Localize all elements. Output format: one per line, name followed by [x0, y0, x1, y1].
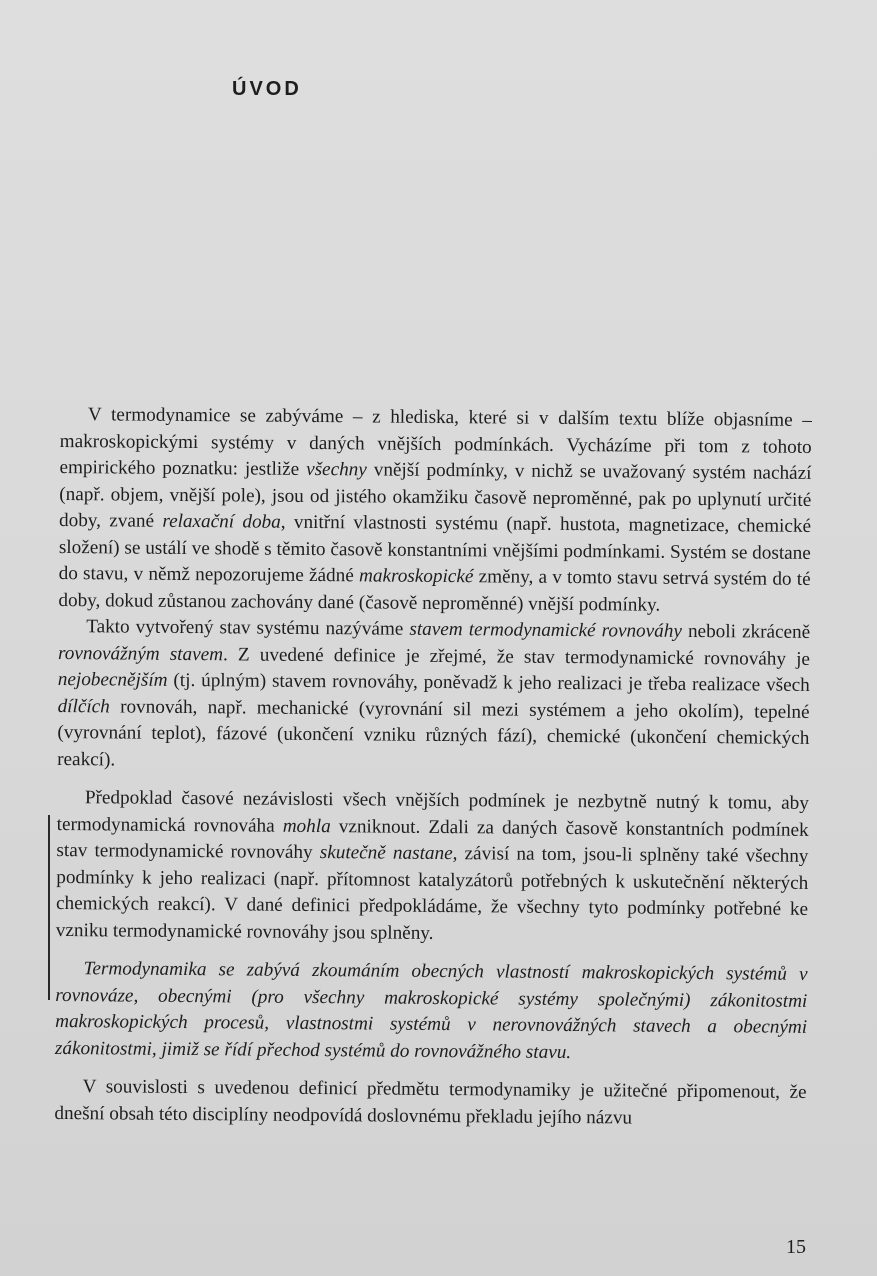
paragraph-text: změny, a v tomto stavu setrvá systém do té doby, dokud zůstanou zachovány dané (časově neproměnné) vnější podmínky.	[58, 566, 811, 616]
paragraph-text: Předpoklad časové nezávislosti všech vnějších podmínek je nezbytně nutný k tomu, aby termodynamická rovnováha	[56, 787, 809, 837]
emphasis-text: stavem termodynamické rovnováhy	[409, 618, 683, 642]
chapter-heading: ÚVOD	[232, 78, 302, 100]
emphasis-text: makroskopické	[358, 565, 474, 588]
paragraph-text: Termodynamika se zabývá zkoumáním obecných vlastností makroskopických systémů v rovnováze, obecnými (pro všechny makroskopické systémy společnými) zákonitostmi makroskopických procesů, vlastnostmi systémů v nerovnovážných stavech a obecnými zákonitostmi, jimiž se řídí přechod systémů do rovnovážného stavu.	[54, 958, 808, 1063]
paragraph	[56, 785, 809, 950]
emphasis-text: nejobecnějším	[57, 668, 168, 691]
paragraph	[55, 956, 808, 1068]
paragraph-text: V termodynamice se zabýváme – z hlediska, které si v dalším textu blíže objasníme – makroskopickými systémy v daných vnějších podmínkách. Vycházíme při tom z tohoto empirického poznatku: jestliže	[59, 404, 812, 480]
paragraph-text: (tj. úplným) stavem rovnováhy, poněvadž k jeho realizaci je třeba realizace všech	[167, 669, 810, 696]
paragraph	[58, 402, 812, 620]
paragraph-text: , vnitřní vlastnosti systému (např. hustota, magnetizace, chemické složení) se ustálí ve shodě s těmito časově konstantními vnějšími podmínkami. Systém se dostane do stavu, v němž nepozorujeme žádné	[58, 511, 812, 587]
paragraph	[57, 614, 810, 779]
emphasis-text: skutečně nastane	[319, 842, 453, 865]
emphasis-text: rovnovážným stavem	[57, 642, 224, 665]
emphasis-text: mohla	[282, 815, 331, 837]
emphasis-text: relaxační doba	[162, 510, 281, 533]
margin-bar	[48, 815, 50, 1000]
paragraph-text: Takto vytvořený stav systému nazýváme	[86, 616, 410, 640]
paragraph-text: neboli zkráceně	[681, 620, 811, 643]
paragraph	[54, 1074, 806, 1133]
page-number: 15	[786, 1236, 806, 1258]
paragraph-text: V souvislosti s uvedenou definicí předmětu termodynamiky je užitečné připomenout, že dnešní obsah této disciplíny neodpovídá doslovnému překladu jejího názvu	[54, 1076, 807, 1129]
paragraph-text: . Z uvedené definice je zřejmé, že stav termodynamické rovnováhy je	[222, 643, 811, 670]
paragraph-text: vnější podmínky, v nichž se uvažovaný systém nachází (např. objem, vnější pole), jsou od jistého okamžiku časově neproměnné, pak po uplynutí určité doby, zvané	[58, 459, 812, 532]
emphasis-text: všechny	[306, 458, 367, 481]
paragraph-text: vzniknout. Zdali za daných časově konstantních podmínek stav termodynamické rovnováhy	[56, 815, 809, 864]
body-text	[54, 402, 812, 1133]
emphasis-text: dílčích	[57, 695, 110, 717]
paragraph-text: rovnováh, např. mechanické (vyrovnání sil mezi systémem a jeho okolím), tepelné (vyrovnání teplot), fázové (ukončení vzniku různých fází), chemické (ukončení chemických reakcí).	[57, 695, 810, 770]
paragraph-text: , závisí na tom, jsou-li splněny také všechny podmínky k jeho realizaci (např. přítomnost katalyzátorů potřebných k uskutečnění některých chemických reakcí). V dané definici předpokládáme, že všechny tyto podmínky potřebné ke vzniku termodynamické rovnováhy jsou splněny.	[55, 843, 809, 944]
